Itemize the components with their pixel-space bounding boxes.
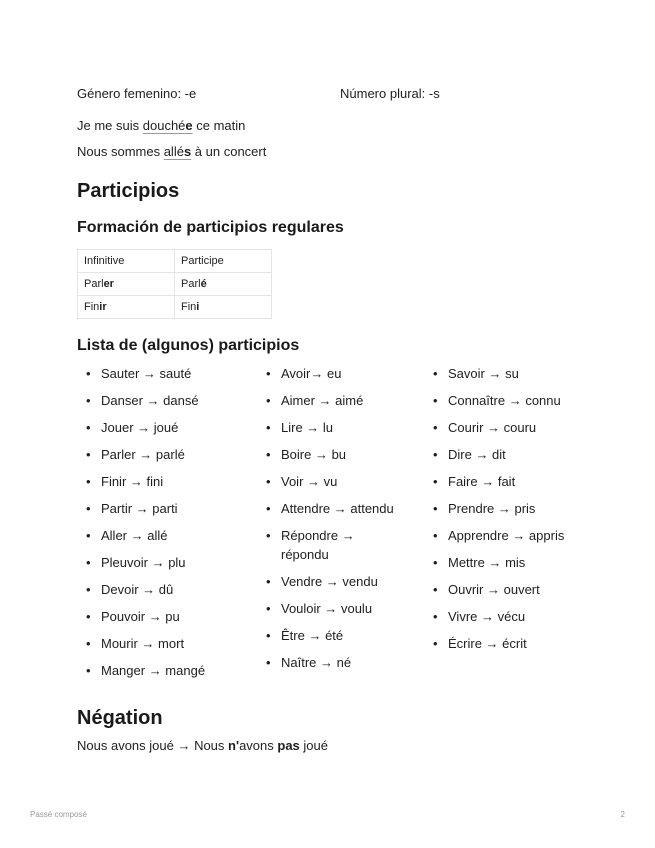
footer-page-number: 2 [620, 810, 625, 819]
bullet-icon: • [266, 447, 271, 462]
list-item: • Aller → allé [86, 528, 168, 543]
example1-post: ce matin [192, 118, 246, 133]
list-item: • Aimer → aimé [266, 393, 364, 408]
lista-heading: Lista de (algunos) participios [77, 337, 300, 354]
list-item: • Prendre → pris [433, 501, 536, 516]
table-cell [78, 296, 175, 319]
bullet-icon: • [86, 447, 91, 462]
formacion-heading: Formación de participios regulares [77, 219, 344, 236]
negation-pas: pas [277, 738, 300, 753]
list-item: • Finir → fini [86, 474, 164, 489]
example-sentence-1 [77, 118, 245, 133]
bullet-icon: • [86, 501, 91, 516]
example-sentence-2 [77, 144, 266, 159]
gender-rule: Género femenino: -e [77, 86, 197, 101]
bullet-icon: • [433, 555, 438, 570]
list-item: • Ouvrir → ouvert [433, 582, 540, 597]
example1-pre: Je me suis [77, 118, 143, 133]
negation-part1: Nous avons joué → Nous [77, 738, 229, 753]
example1-word-ending: e [185, 118, 193, 133]
negation-example [77, 738, 328, 753]
list-item: • Jouer → joué [86, 420, 179, 435]
example2-post: à un concert [191, 144, 267, 159]
cell-ending: er [103, 278, 114, 290]
bullet-icon: • [86, 582, 91, 597]
list-item: • Boire → bu [266, 447, 347, 462]
list-item: • Avoir→ eu [266, 366, 342, 381]
list-item: • Parler → parlé [86, 447, 185, 462]
bullet-icon: • [433, 501, 438, 516]
bullet-icon: • [433, 447, 438, 462]
negation-ne: n' [228, 738, 240, 753]
bullet-icon: • [86, 366, 91, 381]
bullet-icon: • [86, 528, 91, 543]
example2-pre: Nous sommes [77, 144, 164, 159]
table-row [78, 250, 272, 273]
list-item: • Savoir → su [433, 366, 519, 381]
list-item: • Écrire → écrit [433, 636, 527, 651]
list-item: • Connaître → connu [433, 393, 561, 408]
list-item: • Pleuvoir → plu [86, 555, 186, 570]
list-item: • Lire → lu [266, 420, 334, 435]
list-item: • Vendre → vendu [266, 574, 378, 589]
participle-list-column-2 [257, 364, 405, 680]
bullet-icon: • [266, 528, 271, 543]
example2-word [164, 144, 191, 159]
bullet-icon: • [86, 636, 91, 651]
cell-ending: ir [99, 301, 107, 313]
example1-word-stem: douché [142, 118, 186, 133]
table-cell [175, 273, 272, 296]
list-item: • Partir → parti [86, 501, 178, 516]
list-item: • Faire → fait [433, 474, 516, 489]
bullet-icon: • [433, 636, 438, 651]
table-header-cell: Infinitive [78, 250, 175, 273]
participle-list-column-1 [77, 364, 247, 688]
example2-word-ending: s [183, 144, 192, 159]
list-item: • Mourir → mort [86, 636, 185, 651]
bullet-icon: • [86, 609, 91, 624]
bullet-icon: • [86, 555, 91, 570]
number-rule: Número plural: -s [340, 86, 440, 101]
list-item: • Dire → dit [433, 447, 506, 462]
cell-stem: Parl [84, 278, 104, 290]
list-item: • Danser → dansé [86, 393, 199, 408]
list-item: • Pouvoir → pu [86, 609, 180, 624]
bullet-icon: • [433, 582, 438, 597]
bullet-icon: • [266, 393, 271, 408]
bullet-icon: • [266, 366, 271, 381]
bullet-icon: • [433, 366, 438, 381]
list-item: • Manger → mangé [86, 663, 206, 678]
cell-ending: i [196, 301, 200, 313]
bullet-icon: • [266, 655, 271, 670]
cell-stem: Parl [181, 278, 201, 290]
table-cell [175, 296, 272, 319]
list-item: • Mettre → mis [433, 555, 526, 570]
footer-title: Passé composé [30, 810, 87, 819]
list-item: • Devoir → dû [86, 582, 174, 597]
table-row [78, 296, 272, 319]
negacion-heading: Négation [77, 707, 163, 729]
bullet-icon: • [266, 601, 271, 616]
bullet-icon: • [86, 663, 91, 678]
bullet-icon: • [266, 628, 271, 643]
bullet-icon: • [86, 474, 91, 489]
bullet-icon: • [433, 609, 438, 624]
participios-heading: Participios [77, 180, 180, 202]
list-item: • Voir → vu [266, 474, 338, 489]
list-item: • Vivre → vécu [433, 609, 526, 624]
cell-stem: Fin [181, 301, 197, 313]
list-item: • Vouloir → voulu [266, 601, 373, 616]
bullet-icon: • [266, 420, 271, 435]
bullet-icon: • [266, 501, 271, 516]
bullet-icon: • [266, 574, 271, 589]
negation-part3: joué [299, 738, 328, 753]
bullet-icon: • [433, 420, 438, 435]
bullet-icon: • [86, 420, 91, 435]
bullet-icon: • [266, 474, 271, 489]
list-item: • Répondre → répondu [266, 528, 355, 562]
participle-list-column-3 [424, 364, 594, 661]
bullet-icon: • [433, 528, 438, 543]
list-item: • Naître → né [266, 655, 352, 670]
table-row [78, 273, 272, 296]
bullet-icon: • [86, 393, 91, 408]
list-item: • Sauter → sauté [86, 366, 192, 381]
list-item: • Courir → couru [433, 420, 537, 435]
table-header-cell: Participe [175, 250, 272, 273]
list-item: • Attendre → attendu [266, 501, 394, 516]
negation-part2: avons [239, 738, 278, 753]
list-item: • Être → été [266, 628, 344, 643]
cell-ending: é [200, 278, 207, 290]
example2-word-stem: allé [163, 144, 184, 159]
cell-stem: Fin [84, 301, 100, 313]
list-item: • Apprendre → appris [433, 528, 565, 543]
participle-formation-table [77, 249, 272, 319]
bullet-icon: • [433, 393, 438, 408]
example1-word [143, 118, 193, 133]
bullet-icon: • [433, 474, 438, 489]
table-cell [78, 273, 175, 296]
